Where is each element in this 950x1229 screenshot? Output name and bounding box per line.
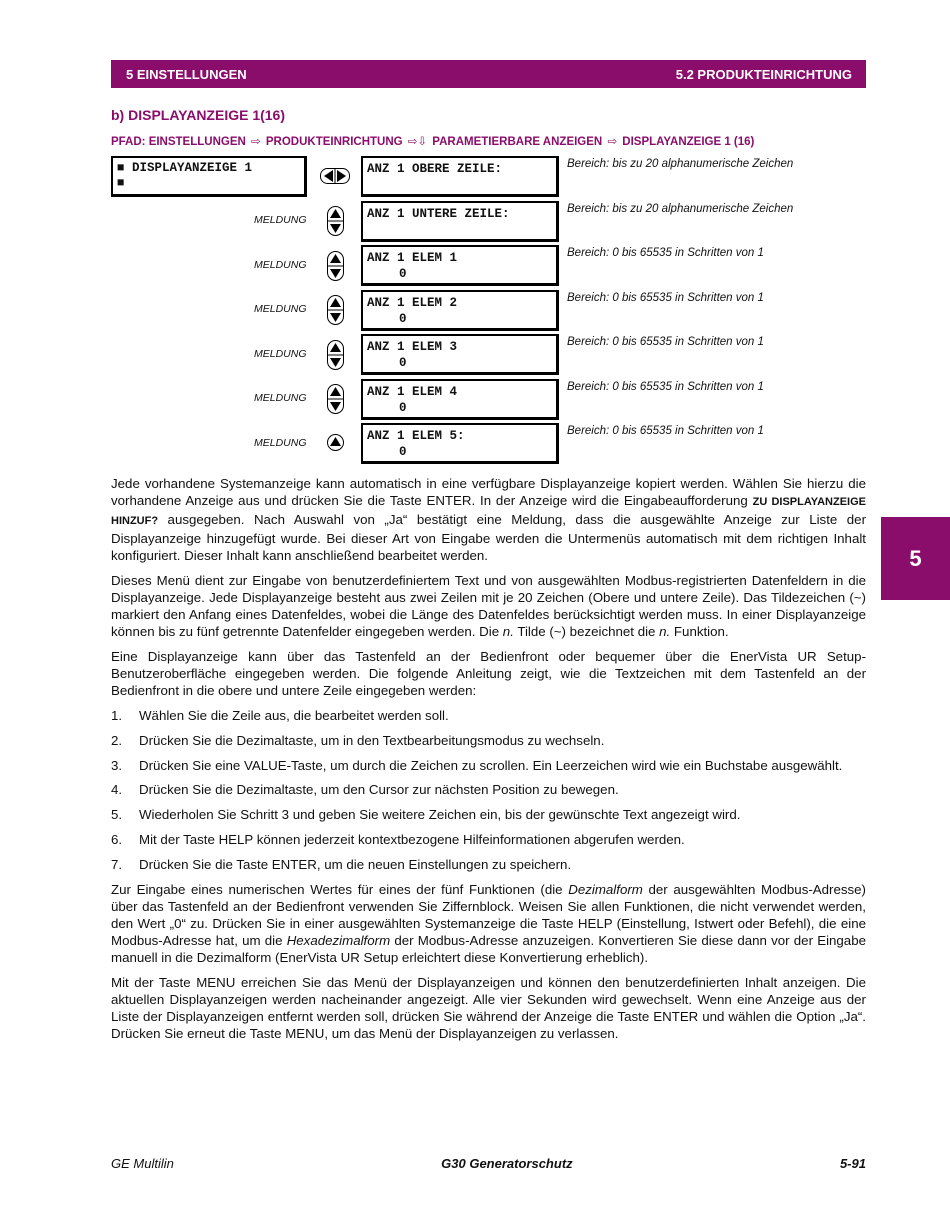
setting-value: 0 (399, 401, 407, 415)
menu-line-1: ■ DISPLAYANZEIGE 1 (117, 161, 253, 175)
up-arrow-icon (327, 434, 344, 451)
list-number: 1. (111, 708, 123, 723)
arrow-right-icon: ⇨ (607, 136, 618, 148)
list-item (111, 707, 866, 724)
text-run: ausgegeben. Nach Auswahl von „Ja“ bestätigt eine Meldung, dass die ausgewählte Anzeige zur Liste der Displayanzeige hinzugefügt wurde. Bei dieser Art von Eingabe werden die Untermenüs automatisch mit dem richtigen Inhalt konfiguriert. Dieser Inhalt kann anschließend bearbeitet werden. (111, 512, 866, 563)
list-item (111, 732, 866, 749)
up-down-arrow-icon (327, 206, 344, 236)
setting-range: Bereich: 0 bis 65535 in Schritten von 1 (567, 336, 764, 348)
setting-range: Bereich: 0 bis 65535 in Schritten von 1 (567, 292, 764, 304)
italic-text: n. (659, 624, 671, 639)
list-number: 3. (111, 757, 123, 773)
setting-range: Bereich: 0 bis 65535 in Schritten von 1 (567, 425, 764, 437)
setting-label: ANZ 1 OBERE ZEILE: (367, 162, 503, 176)
list-item (111, 831, 866, 848)
page-footer (111, 1156, 866, 1171)
text-run: der ausgewählten Modbus-Adresse) über das Tastenfeld an der Bedienfront verwenden Sie Ziffernblock. Weisen Sie allen Funktionen, die nicht verwendet werden, den Wert „0“ zu. Drücken Sie in einer ausgewählten Systemanzeige die Taste HELP (Einstellung, Istwert oder Befehl), die eine Modbus-Adresse hat, um die (111, 881, 866, 948)
up-down-arrow-icon (327, 295, 344, 325)
up-down-arrow-icon (327, 384, 344, 414)
footer-title: G30 Generatorschutz (441, 1156, 573, 1171)
setting-box (361, 290, 559, 331)
setting-box (361, 156, 559, 197)
setting-label: ANZ 1 ELEM 2 (367, 296, 458, 310)
paragraph (111, 881, 866, 966)
paragraph (111, 475, 866, 564)
paragraph: Mit der Taste MENU erreichen Sie das Menü der Displayanzeigen und können den benutzerdefinierten Inhalt anzeigen. Die aktuellen Displayanzeigen werden nacheinander angezeigt. Alle vier Sekunden wird gewechselt. Wenn eine Anzeige aus der Liste der Displayanzeigen entfernt werden soll, drücken Sie während der Anzeige die Taste ENTER und wählen die Option „Ja“. Drücken Sie erneut die Taste MENU, um das Menü der Displayanzeigen zu verlassen. (111, 974, 866, 1041)
steps-list (111, 707, 866, 873)
setting-label: ANZ 1 UNTERE ZEILE: (367, 207, 510, 221)
text-run: Tilde (~) bezeichnet die (513, 624, 660, 639)
setting-label: ANZ 1 ELEM 3 (367, 340, 458, 354)
italic-text: n. (502, 624, 514, 639)
setting-box (361, 423, 559, 464)
setting-label: ANZ 1 ELEM 5: (367, 429, 465, 443)
up-down-arrow-icon (327, 340, 344, 370)
up-down-arrow-icon (327, 251, 344, 281)
setting-value: 0 (399, 356, 407, 370)
setting-value: 0 (399, 267, 407, 281)
paragraph: Eine Displayanzeige kann über das Tastenfeld an der Bedienfront oder bequemer über die EnerVista UR Setup-Benutzeroberfläche eingegeben werden. Die folgende Anleitung zeigt, wie die Textzeichen mit dem Tastenfeld an der Bedienfront in die obere und untere Zeile eingegeben werden: (111, 649, 866, 698)
list-item (111, 757, 866, 774)
list-text: Drücken Sie die Taste ENTER, um die neuen Einstellungen zu speichern. (139, 856, 572, 872)
paragraph (111, 572, 866, 640)
text-run: der Modbus-Adresse anzuzeigen. Konvertieren Sie diese dann vor der Eingabe manuell in die Dezimalform (EnerVista UR Setup erleichtert diese Konvertierung erheblich). (111, 932, 866, 965)
list-item (111, 781, 866, 798)
setting-value: 0 (399, 445, 407, 459)
setting-range: Bereich: bis zu 20 alphanumerische Zeichen (567, 203, 794, 215)
text-run: Funktion. (670, 624, 729, 639)
text-run: Zur Eingabe eines numerischen Wertes für eines der fünf Funktionen (die (111, 881, 569, 897)
path-item: PARAMETIERBARE ANZEIGEN (432, 136, 603, 148)
list-text: Drücken Sie die Dezimaltaste, um den Cursor zur nächsten Position zu bewegen. (139, 782, 619, 798)
list-text: Drücken Sie eine VALUE-Taste, um durch die Zeichen zu scrollen. Ein Leerzeichen wird wie ein Buchstabe ausgewählt. (139, 757, 843, 773)
setting-label: ANZ 1 ELEM 4 (367, 385, 458, 399)
section-header-bar (111, 60, 866, 88)
menu-display-box (111, 156, 307, 197)
message-label: MELDUNG (254, 348, 307, 360)
setting-range: Bereich: 0 bis 65535 in Schritten von 1 (567, 381, 764, 393)
text-run: Jede vorhandene Systemanzeige kann automatisch in eine verfügbare Displayanzeige kopiert werden. Wählen Sie hierzu die vorhandene Anzeige aus und drücken Sie die Taste ENTER. In der Anzeige wird die Eingabeaufforderung (111, 476, 866, 508)
message-label: MELDUNG (254, 214, 307, 226)
list-text: Wiederholen Sie Schritt 3 und geben Sie weitere Zeichen ein, bis der gewünschte Text angezeigt wird. (139, 807, 741, 823)
list-item (111, 856, 866, 873)
header-chapter: 5 EINSTELLUNGEN (126, 66, 247, 82)
list-text: Drücken Sie die Dezimaltaste, um in den Textbearbeitungsmodus zu wechseln. (139, 732, 605, 748)
setting-box (361, 245, 559, 286)
arrow-right-icon: ⇨ (251, 136, 261, 148)
header-section: 5.2 PRODUKTEINRICHTUNG (675, 66, 852, 82)
path-item: DISPLAYANZEIGE 1 (16) (622, 136, 755, 148)
setting-box (361, 334, 559, 375)
subsection-title: b) DISPLAYANZEIGE 1(16) (111, 107, 286, 123)
message-label: MELDUNG (254, 437, 307, 449)
list-number: 5. (111, 807, 123, 823)
italic-text: Hexadezimalform (286, 932, 391, 948)
left-right-arrow-icon (320, 168, 350, 184)
message-label: MELDUNG (254, 303, 307, 315)
list-number: 7. (111, 856, 123, 872)
menu-path (111, 134, 754, 148)
message-label: MELDUNG (254, 392, 307, 404)
menu-line-2: ■ (117, 176, 125, 190)
text-run: Dieses Menü dient zur Eingabe von benutzerdefiniertem Text und von ausgewählten Modbus-registrierten Datenfeldern in die Displayanzeige. Jede Displayanzeige besteht aus zwei Zeilen mit je 20 Zeichen (Obere und untere Zeile). Das Tildezeichen (~) markiert den Anfang eines Datenfeldes, wobei die Länge des Datenfeldes berücksichtigt werden muss. In einer Displayanzeige können bis zu fünf getrennte Datenfelder eingegeben werden. Die (111, 573, 866, 639)
setting-range: Bereich: bis zu 20 alphanumerische Zeichen (567, 158, 794, 170)
footer-company: GE Multilin (111, 1156, 174, 1171)
list-number: 2. (111, 732, 123, 748)
italic-text: Dezimalform (568, 881, 643, 897)
arrow-right-down-icon: ⇨⇩ (407, 136, 428, 148)
setting-box (361, 379, 559, 420)
list-text: Mit der Taste HELP können jederzeit kontextbezogene Hilfeinformationen abgerufen werden. (139, 831, 685, 847)
setting-box (361, 201, 559, 242)
prompt-text: ZU DISPLAYANZEIGE HINZUF? (111, 496, 866, 527)
body-text (111, 475, 866, 1050)
list-text: Wählen Sie die Zeile aus, die bearbeitet werden soll. (139, 708, 449, 723)
list-item (111, 806, 866, 823)
page-number: 5-91 (839, 1156, 866, 1171)
chapter-tab: 5 (881, 517, 950, 600)
setting-label: ANZ 1 ELEM 1 (367, 251, 458, 265)
list-number: 4. (111, 782, 123, 798)
setting-range: Bereich: 0 bis 65535 in Schritten von 1 (567, 247, 764, 259)
setting-value: 0 (399, 312, 407, 326)
path-prefix: PFAD: EINSTELLUNGEN (111, 136, 246, 148)
list-number: 6. (111, 831, 123, 847)
message-label: MELDUNG (254, 259, 307, 271)
path-item: PRODUKTEINRICHTUNG (265, 136, 403, 148)
